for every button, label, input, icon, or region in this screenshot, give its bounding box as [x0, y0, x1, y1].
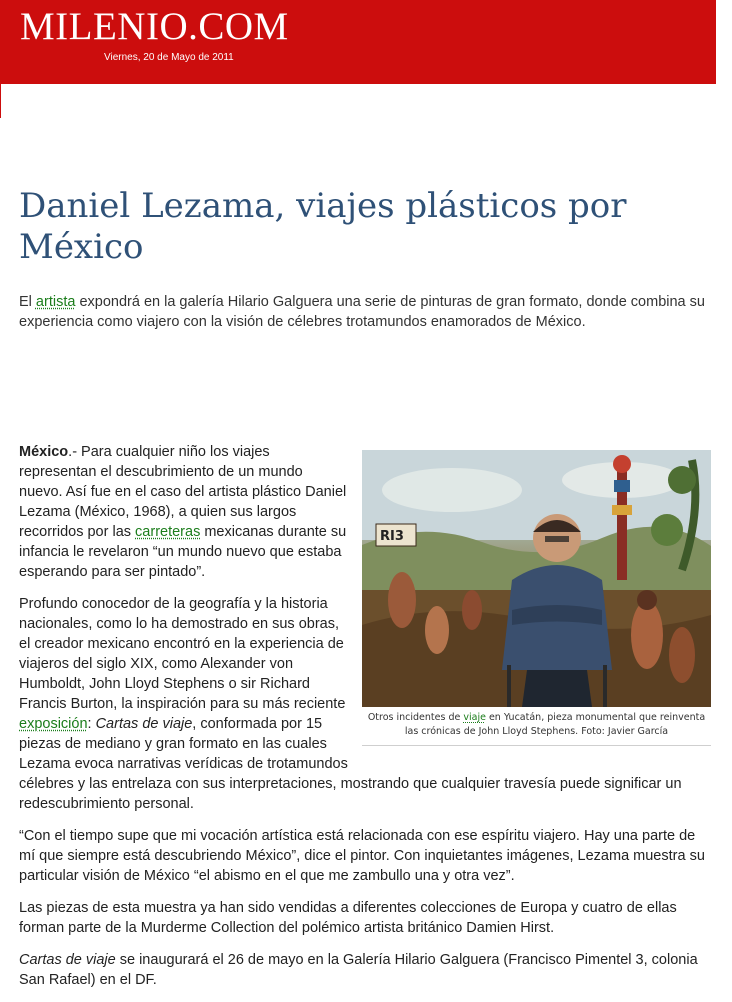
paragraph-text: se inaugurará el 26 de mayo en la Galería Hilario Galguera (Francisco Pimentel 3, colonia San Rafael) en el DF.	[19, 952, 698, 988]
lede-text: expondrá en la galería Hilario Galguera una serie de pinturas de gran formato, donde combina su experiencia como viajero con la visión de célebres trotamundos enamorados de México.	[19, 294, 705, 330]
link-artista[interactable]: artista	[35, 294, 76, 310]
paragraph-text: Profundo conocedor de la geografía y la historia nacionales, como lo ha demostrado en sus obras, el creador mexicano encontró en la experiencia de viajeros del siglo XIX, como Alexander von Humboldt, John Lloyd Stephens o sir Richard Francis Burton, la inspiración para su más reciente	[19, 596, 346, 712]
caption-text: Otros incidentes de	[367, 712, 464, 723]
sign-board	[376, 524, 416, 546]
caption-text: en Yucatán, pieza monumental que reinventa las crónicas de John Lloyd Stephens. Foto: Javier García	[404, 712, 706, 737]
header-date: Viernes, 20 de Mayo de 2011	[104, 52, 234, 63]
paragraph-text: mexicanas durante su infancia le revelaron “un mundo nuevo que estaba esperando para ser pintado”.	[19, 524, 347, 580]
paragraph-text: :	[87, 716, 96, 732]
paragraph-text: , conformada por 15 piezas de mediano y gran formato en las cuales Lezama evoca narrativas verídicas de trotamundos célebres y las entrelaza con sus interpretaciones, mostrando que cualquier travesía puede significar un redescubrimiento personal.	[19, 716, 682, 812]
paragraph-4: Las piezas de esta muestra ya han sido vendidas a diferentes colecciones de Europa y cuatro de ellas forman parte de la Murderme Collection del polémico artista británico Damien Hirst.	[19, 900, 677, 936]
exhibition-title: Cartas de viaje	[19, 952, 116, 968]
paragraph-text: .- Para cualquier niño los viajes representan el descubrimiento de un mundo nuevo. Así fue en el caso del artista plástico Daniel Lezama (México, 1968), a quien sus largos recorridos por las	[19, 444, 347, 540]
site-logo[interactable]: MILENIO.COM	[20, 5, 289, 48]
sign-text: RI3	[380, 529, 404, 544]
paragraph-5	[19, 950, 711, 990]
link-viaje[interactable]: viaje	[463, 712, 486, 723]
link-exposicion[interactable]: exposición	[19, 716, 88, 732]
article-body	[19, 442, 711, 1002]
article-figure	[362, 450, 711, 746]
link-carreteras[interactable]: carreteras	[135, 524, 201, 540]
photo-caption	[362, 707, 711, 746]
exhibition-title: Cartas de viaje	[95, 716, 193, 732]
paragraph-3: “Con el tiempo supe que mi vocación artística está relacionada con ese espíritu viajero. Hay una parte de mí que siempre está descubriendo México”, dice el pintor. Con inquietantes imágenes, Lezama muestra su particular visión de México “el abismo en el que me zambullo una y otra vez”.	[19, 828, 705, 884]
masthead	[0, 0, 716, 84]
painting-illustration	[362, 450, 711, 707]
lede-text: El	[19, 294, 36, 310]
article-lede	[19, 292, 731, 332]
article-title: Daniel Lezama, viajes plásticos por México	[19, 186, 627, 267]
masthead-rule	[0, 84, 1, 118]
dateline-place: México	[19, 444, 69, 460]
article-photo	[362, 450, 711, 707]
